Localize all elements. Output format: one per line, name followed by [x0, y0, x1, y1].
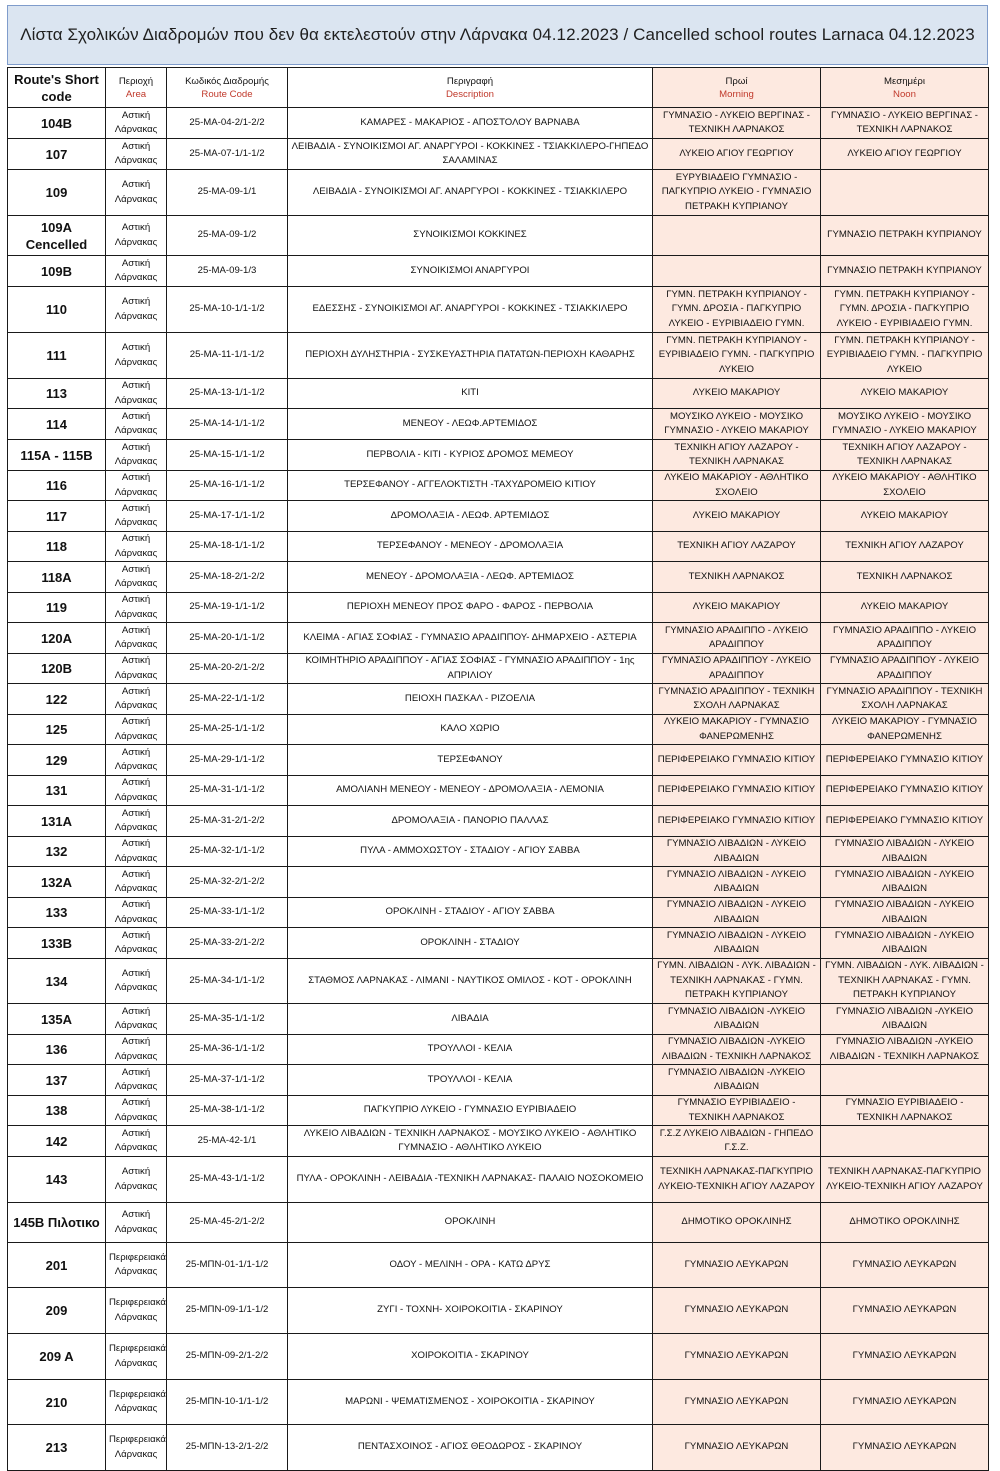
route-area: Αστική Λάρνακας [106, 379, 167, 409]
route-description: ΠΕΝΤΑΣΧΟΙΝΟΣ - ΑΓΙΟΣ ΘΕΟΔΩΡΟΣ - ΣΚΑΡΙΝΟΥ [288, 1425, 653, 1471]
noon-schools: ΤΕΧΝΙΚΗ ΑΓΙΟΥ ΛΑΖΑΡΟΥ [821, 532, 989, 562]
route-area: Αστική Λάρνακας [106, 654, 167, 684]
route-area: Αστική Λάρνακας [106, 1065, 167, 1096]
page-title: Λίστα Σχολικών Διαδρομών που δεν θα εκτελεστούν στην Λάρνακα 04.12.2023 / Cancelled school routes Larnaca 04.12.2023 [20, 25, 975, 44]
route-short-code: 113 [8, 379, 106, 409]
route-area: Αστική Λάρνακας [106, 1035, 167, 1065]
route-short-code: 120Α [8, 623, 106, 654]
route-code: 25-MA-36-1/1-1/2 [167, 1035, 288, 1065]
route-short-code: 116 [8, 471, 106, 501]
route-description: ΠΑΓΚΥΠΡΙΟ ΛΥΚΕΙΟ - ΓΥΜΝΑΣΙΟ ΕΥΡΙΒΙΑΔΕΙΟ [288, 1096, 653, 1126]
morning-schools: ΤΕΧΝΙΚΗ ΑΓΙΟΥ ΛΑΖΑΡΟΥ [653, 532, 821, 562]
route-code: 25-MA-16-1/1-1/2 [167, 471, 288, 501]
morning-schools: ΓΥΜΝΑΣΙΟ ΛΙΒΑΔΙΩΝ -ΛΥΚΕΙΟ ΛΙΒΑΔΙΩΝ - ΤΕΧΝΙΚΗ ΛΑΡΝΑΚΟΣ [653, 1035, 821, 1065]
noon-schools: ΓΥΜΝΑΣΙΟ ΕΥΡΙΒΙΑΔΕΙΟ - ΤΕΧΝΙΚΗ ΛΑΡΝΑΚΟΣ [821, 1096, 989, 1126]
noon-schools: ΛΥΚΕΙΟ ΜΑΚΑΡΙΟΥ [821, 593, 989, 623]
morning-schools: ΓΥΜΝΑΣΙΟ ΑΡΑΔΙΠΠΟ - ΛΥΚΕΙΟ ΑΡΑΔΙΠΠΟΥ [653, 623, 821, 654]
route-description [288, 867, 653, 898]
header-area-en: Area [125, 88, 147, 100]
route-description: ΟΡΟΚΛΙΝΗ - ΣΤΑΔΙΟΥ - ΑΓΙΟΥ ΣΑΒΒΑ [288, 898, 653, 928]
route-short-code: 131 [8, 776, 106, 806]
table-row [8, 1157, 989, 1203]
noon-schools: ΛΥΚΕΙΟ ΜΑΚΑΡΙΟΥ - ΓΥΜΝΑΣΙΟ ΦΑΝΕΡΩΜΕΝΗΣ [821, 715, 989, 745]
header-morning [653, 68, 821, 108]
morning-schools: ΤΕΧΝΙΚΗ ΛΑΡΝΑΚΟΣ [653, 562, 821, 593]
route-description: ΜΕΝΕΟΥ - ΛΕΩΦ.ΑΡΤΕΜΙΔΟΣ [288, 409, 653, 440]
route-description: ΜΕΝΕΟΥ - ΔΡΟΜΟΛΑΞΙΑ - ΛΕΩΦ. ΑΡΤΕΜΙΔΟΣ [288, 562, 653, 593]
route-area: Αστική Λάρνακας [106, 256, 167, 287]
route-code: 25-ΜΠΝ-13-2/1-2/2 [167, 1425, 288, 1471]
route-area: Αστική Λάρνακας [106, 501, 167, 532]
route-description: ΣΥΝΟΙΚΙΣΜΟΙ ΚΟΚΚΙΝΕΣ [288, 216, 653, 256]
header-desc-en: Description [446, 88, 494, 100]
morning-schools: ΜΟΥΣΙΚΟ ΛΥΚΕΙΟ - ΜΟΥΣΙΚΟ ΓΥΜΝΑΣΙΟ - ΛΥΚΕΙΟ ΜΑΚΑΡΙΟΥ [653, 409, 821, 440]
route-code: 25-MA-14-1/1-1/2 [167, 409, 288, 440]
table-row [8, 333, 989, 379]
route-code: 25-MA-17-1/1-1/2 [167, 501, 288, 532]
noon-schools: ΛΥΚΕΙΟ ΜΑΚΑΡΙΟΥ [821, 501, 989, 532]
route-code: 25-MA-09-1/1 [167, 170, 288, 216]
morning-schools: ΓΥΜΝ. ΛΙΒΑΔΙΩΝ - ΛΥΚ. ΛΙΒΑΔΙΩΝ - ΤΕΧΝΙΚΗ ΛΑΡΝΑΚΑΣ - ΓΥΜΝ. ΠΕΤΡΑΚΗ ΚΥΠΡΙΑΝΟΥ [653, 959, 821, 1004]
header-morning-en: Morning [719, 88, 754, 100]
morning-schools: ΓΥΜΝΑΣΙΟ ΛΙΒΑΔΙΩΝ - ΛΥΚΕΙΟ ΛΙΒΑΔΙΩΝ [653, 898, 821, 928]
morning-schools: ΓΥΜΝΑΣΙΟ - ΛΥΚΕΙΟ ΒΕΡΓΙΝΑΣ - ΤΕΧΝΙΚΗ ΛΑΡΝΑΚΟΣ [653, 108, 821, 139]
noon-schools: ΤΕΧΝΙΚΗ ΛΑΡΝΑΚΑΣ-ΠΑΓΚΥΠΡΙΟ ΛΥΚΕΙΟ-ΤΕΧΝΙΚΗ ΑΓΙΟΥ ΛΑΖΑΡΟΥ [821, 1157, 989, 1203]
route-short-code: 109 [8, 170, 106, 216]
noon-schools: ΓΥΜΝΑΣΙΟ ΠΕΤΡΑΚΗ ΚΥΠΡΙΑΝΟΥ [821, 216, 989, 256]
route-code: 25-MA-31-2/1-2/2 [167, 806, 288, 837]
route-short-code: 201 [8, 1243, 106, 1288]
route-area: Αστική Λάρνακας [106, 776, 167, 806]
route-short-code: 114 [8, 409, 106, 440]
route-area: Περιφερειακά Λάρνακας [106, 1425, 167, 1471]
route-short-code: 137 [8, 1065, 106, 1096]
route-code: 25-MA-22-1/1-1/2 [167, 684, 288, 715]
morning-schools: ΤΕΧΝΙΚΗ ΛΑΡΝΑΚΑΣ-ΠΑΓΚΥΠΡΙΟ ΛΥΚΕΙΟ-ΤΕΧΝΙΚΗ ΑΓΙΟΥ ΛΑΖΑΡΟΥ [653, 1157, 821, 1203]
route-short-code: 145Β Πιλοτικο [8, 1203, 106, 1243]
noon-schools [821, 1126, 989, 1157]
route-short-code: 110 [8, 287, 106, 333]
noon-schools: ΛΥΚΕΙΟ ΜΑΚΑΡΙΟΥ [821, 379, 989, 409]
table-row [8, 562, 989, 593]
table-row [8, 1203, 989, 1243]
noon-schools: ΠΕΡΙΦΕΡΕΙΑΚΟ ΓΥΜΝΑΣΙΟ ΚΙΤΙΟΥ [821, 745, 989, 776]
noon-schools: ΓΥΜΝΑΣΙΟ ΠΕΤΡΑΚΗ ΚΥΠΡΙΑΝΟΥ [821, 256, 989, 287]
morning-schools: ΠΕΡΙΦΕΡΕΙΑΚΟ ΓΥΜΝΑΣΙΟ ΚΙΤΙΟΥ [653, 745, 821, 776]
table-row [8, 1243, 989, 1288]
morning-schools: ΓΥΜΝΑΣΙΟ ΑΡΑΔΙΠΠΟΥ - ΤΕΧΝΙΚΗ ΣΧΟΛΗ ΛΑΡΝΑΚΑΣ [653, 684, 821, 715]
morning-schools: ΤΕΧΝΙΚΗ ΑΓΙΟΥ ΛΑΖΑΡΟΥ - ΤΕΧΝΙΚΗ ΛΑΡΝΑΚΑΣ [653, 440, 821, 471]
route-code: 25-MA-19-1/1-1/2 [167, 593, 288, 623]
route-description: ΔΡΟΜΟΛΑΞΙΑ - ΛΕΩΦ. ΑΡΤΕΜΙΔΟΣ [288, 501, 653, 532]
morning-schools: ΓΥΜΝΑΣΙΟ ΛΕΥΚΑΡΩΝ [653, 1243, 821, 1288]
route-code: 25-MA-07-1/1-1/2 [167, 139, 288, 170]
routes-table [7, 67, 989, 1471]
table-row [8, 1126, 989, 1157]
route-short-code: 209 Α [8, 1334, 106, 1380]
route-short-code: 133Β [8, 928, 106, 959]
table-row [8, 379, 989, 409]
route-area: Αστική Λάρνακας [106, 959, 167, 1004]
route-description: ΚΑΜΑΡΕΣ - ΜΑΚΑΡΙΟΣ - ΑΠΟΣΤΟΛΟΥ ΒΑΡΝΑΒΑ [288, 108, 653, 139]
route-code: 25-MA-43-1/1-1/2 [167, 1157, 288, 1203]
morning-schools: ΓΥΜΝΑΣΙΟ ΛΙΒΑΔΙΩΝ - ΛΥΚΕΙΟ ΛΙΒΑΔΙΩΝ [653, 837, 821, 867]
header-area [106, 68, 167, 108]
table-row [8, 715, 989, 745]
route-description: ΠΕΡΙΟΧΗ ΔΥΛΗΣΤΗΡΙΑ - ΣΥΣΚΕΥΑΣΤΗΡΙΑ ΠΑΤΑΤΩΝ-ΠΕΡΙΟΧΗ ΚΑΘΑΡΗΣ [288, 333, 653, 379]
route-area: Αστική Λάρνακας [106, 532, 167, 562]
table-row [8, 837, 989, 867]
route-area: Αστική Λάρνακας [106, 1004, 167, 1035]
noon-schools: ΛΥΚΕΙΟ ΑΓΙΟΥ ΓΕΩΡΓΙΟΥ [821, 139, 989, 170]
route-short-code: 111 [8, 333, 106, 379]
noon-schools: ΓΥΜΝΑΣΙΟ ΛΕΥΚΑΡΩΝ [821, 1334, 989, 1380]
route-short-code: 107 [8, 139, 106, 170]
header-route-code [167, 68, 288, 108]
morning-schools: ΛΥΚΕΙΟ ΜΑΚΑΡΙΟΥ - ΓΥΜΝΑΣΙΟ ΦΑΝΕΡΩΜΕΝΗΣ [653, 715, 821, 745]
noon-schools: ΓΥΜΝ. ΛΙΒΑΔΙΩΝ - ΛΥΚ. ΛΙΒΑΔΙΩΝ - ΤΕΧΝΙΚΗ ΛΑΡΝΑΚΑΣ - ΓΥΜΝ. ΠΕΤΡΑΚΗ ΚΥΠΡΙΑΝΟΥ [821, 959, 989, 1004]
route-description: ΣΥΝΟΙΚΙΣΜΟΙ ΑΝΑΡΓΥΡΟΙ [288, 256, 653, 287]
route-description: ΤΡΟΥΛΛΟΙ - ΚΕΛΙΑ [288, 1035, 653, 1065]
route-area: Περιφερειακά Λάρνακας [106, 1288, 167, 1334]
route-area: Αστική Λάρνακας [106, 684, 167, 715]
route-description: ΛΕΙΒΑΔΙΑ - ΣΥΝΟΙΚΙΣΜΟΙ ΑΓ. ΑΝΑΡΓΥΡΟΙ - ΚΟΚΚΙΝΕΣ - ΤΣΙΑΚΚΙΛΕΡΟ [288, 170, 653, 216]
header-noon-gr: Μεσημέρι [884, 75, 925, 87]
route-area: Αστική Λάρνακας [106, 898, 167, 928]
route-short-code: 132 [8, 837, 106, 867]
route-code: 25-MA-37-1/1-1/2 [167, 1065, 288, 1096]
table-row [8, 409, 989, 440]
route-description: ΠΥΛΑ - ΑΜΜΟΧΩΣΤΟΥ - ΣΤΑΔΙΟΥ - ΑΓΙΟΥ ΣΑΒΒΑ [288, 837, 653, 867]
route-area: Περιφερειακά Λάρνακας [106, 1380, 167, 1425]
table-row [8, 1065, 989, 1096]
route-area: Περιφερειακά Λάρνακας [106, 1243, 167, 1288]
route-description: ΟΡΟΚΛΙΝΗ [288, 1203, 653, 1243]
route-code: 25-ΜΠΝ-09-2/1-2/2 [167, 1334, 288, 1380]
noon-schools: ΤΕΧΝΙΚΗ ΛΑΡΝΑΚΟΣ [821, 562, 989, 593]
noon-schools: ΤΕΧΝΙΚΗ ΑΓΙΟΥ ΛΑΖΑΡΟΥ - ΤΕΧΝΙΚΗ ΛΑΡΝΑΚΑΣ [821, 440, 989, 471]
route-description: ΤΕΡΣΕΦΑΝΟΥ - ΜΕΝΕΟΥ - ΔΡΟΜΟΛΑΞΙΑ [288, 532, 653, 562]
table-row [8, 532, 989, 562]
route-code: 25-MA-15-1/1-1/2 [167, 440, 288, 471]
route-short-code: 213 [8, 1425, 106, 1471]
route-description: ΛΙΒΑΔΙΑ [288, 1004, 653, 1035]
noon-schools: ΓΥΜΝΑΣΙΟ ΛΙΒΑΔΙΩΝ - ΛΥΚΕΙΟ ΛΙΒΑΔΙΩΝ [821, 837, 989, 867]
table-row [8, 593, 989, 623]
morning-schools: ΓΥΜΝΑΣΙΟ ΛΙΒΑΔΙΩΝ -ΛΥΚΕΙΟ ΛΙΒΑΔΙΩΝ [653, 1004, 821, 1035]
noon-schools: ΓΥΜΝΑΣΙΟ ΛΙΒΑΔΙΩΝ -ΛΥΚΕΙΟ ΛΙΒΑΔΙΩΝ - ΤΕΧΝΙΚΗ ΛΑΡΝΑΚΟΣ [821, 1035, 989, 1065]
noon-schools: ΓΥΜΝΑΣΙΟ ΛΙΒΑΔΙΩΝ - ΛΥΚΕΙΟ ΛΙΒΑΔΙΩΝ [821, 898, 989, 928]
header-morning-gr: Πρωί [725, 75, 748, 87]
table-row [8, 623, 989, 654]
route-description: ΟΡΟΚΛΙΝΗ - ΣΤΑΔΙΟΥ [288, 928, 653, 959]
header-short-code: Route's Short code [8, 68, 106, 108]
table-row [8, 898, 989, 928]
route-description: ΚΟΙΜΗΤΗΡΙΟ ΑΡΑΔΙΠΠΟΥ - ΑΓΙΑΣ ΣΟΦΙΑΣ - ΓΥΜΝΑΣΙΟ ΑΡΑΔΙΠΠΟΥ - 1ης ΑΠΡΙΛΙΟΥ [288, 654, 653, 684]
morning-schools: Γ.Σ.Ζ ΛΥΚΕΙΟ ΛΙΒΑΔΙΩΝ - ΓΗΠΕΔΟ Γ.Σ.Ζ. [653, 1126, 821, 1157]
route-description: ΚΛΕΙΜΑ - ΑΓΙΑΣ ΣΟΦΙΑΣ - ΓΥΜΝΑΣΙΟ ΑΡΑΔΙΠΠΟΥ- ΔΗΜΑΡΧΕΙΟ - ΑΣΤΕΡΙΑ [288, 623, 653, 654]
morning-schools: ΓΥΜΝΑΣΙΟ ΑΡΑΔΙΠΠΟΥ - ΛΥΚΕΙΟ ΑΡΑΔΙΠΠΟΥ [653, 654, 821, 684]
route-area: Αστική Λάρνακας [106, 471, 167, 501]
table-row [8, 959, 989, 1004]
route-area: Αστική Λάρνακας [106, 216, 167, 256]
morning-schools: ΠΕΡΙΦΕΡΕΙΑΚΟ ΓΥΜΝΑΣΙΟ ΚΙΤΙΟΥ [653, 776, 821, 806]
noon-schools: ΓΥΜΝΑΣΙΟ ΛΙΒΑΔΙΩΝ - ΛΥΚΕΙΟ ΛΙΒΑΔΙΩΝ [821, 867, 989, 898]
route-short-code: 135Α [8, 1004, 106, 1035]
route-short-code: 134 [8, 959, 106, 1004]
route-description: ΣΤΑΘΜΟΣ ΛΑΡΝΑΚΑΣ - ΛΙΜΑΝΙ - ΝΑΥΤΙΚΟΣ ΟΜΙΛΟΣ - ΚΟΤ - ΟΡΟΚΛΙΝΗ [288, 959, 653, 1004]
table-row [8, 1334, 989, 1380]
table-row [8, 928, 989, 959]
route-area: Αστική Λάρνακας [106, 593, 167, 623]
route-code: 25-MA-09-1/3 [167, 256, 288, 287]
route-code: 25-MA-18-1/1-1/2 [167, 532, 288, 562]
table-row [8, 1004, 989, 1035]
morning-schools [653, 216, 821, 256]
header-noon-en: Noon [893, 88, 916, 100]
morning-schools: ΓΥΜΝΑΣΙΟ ΛΙΒΑΔΙΩΝ - ΛΥΚΕΙΟ ΛΙΒΑΔΙΩΝ [653, 928, 821, 959]
route-code: 25-MA-10-1/1-1/2 [167, 287, 288, 333]
morning-schools: ΠΕΡΙΦΕΡΕΙΑΚΟ ΓΥΜΝΑΣΙΟ ΚΙΤΙΟΥ [653, 806, 821, 837]
noon-schools [821, 170, 989, 216]
table-row [8, 776, 989, 806]
noon-schools: ΓΥΜΝ. ΠΕΤΡΑΚΗ ΚΥΠΡΙΑΝΟΥ - ΓΥΜΝ. ΔΡΟΣΙΑ - ΠΑΓΚΥΠΡΙΟ ΛΥΚΕΙΟ - ΕΥΡΙΒΙΑΔΕΙΟ ΓΥΜΝ. [821, 287, 989, 333]
route-description: ΠΕΡΙΟΧΗ ΜΕΝΕΟΥ ΠΡΟΣ ΦΑΡΟ - ΦΑΡΟΣ - ΠΕΡΒΟΛΙΑ [288, 593, 653, 623]
morning-schools: ΓΥΜΝΑΣΙΟ ΛΕΥΚΑΡΩΝ [653, 1334, 821, 1380]
route-code: 25-MA-13-1/1-1/2 [167, 379, 288, 409]
morning-schools: ΓΥΜΝΑΣΙΟ ΛΙΒΑΔΙΩΝ - ΛΥΚΕΙΟ ΛΙΒΑΔΙΩΝ [653, 867, 821, 898]
route-short-code: 115Α - 115Β [8, 440, 106, 471]
route-code: 25-ΜΠΝ-09-1/1-1/2 [167, 1288, 288, 1334]
route-area: Αστική Λάρνακας [106, 867, 167, 898]
route-description: ΛΕΙΒΑΔΙΑ - ΣΥΝΟΙΚΙΣΜΟΙ ΑΓ. ΑΝΑΡΓΥΡΟΙ - ΚΟΚΚΙΝΕΣ - ΤΣΙΑΚΚΙΛΕΡΟ-ΓΗΠΕΔΟ ΣΑΛΑΜΙΝΑΣ [288, 139, 653, 170]
route-code: 25-MA-04-2/1-2/2 [167, 108, 288, 139]
route-description: ΕΔΕΣΣΗΣ - ΣΥΝΟΙΚΙΣΜΟΙ ΑΓ. ΑΝΑΡΓΥΡΟΙ - ΚΟΚΚΙΝΕΣ - ΤΣΙΑΚΚΙΛΕΡΟ [288, 287, 653, 333]
route-area: Αστική Λάρνακας [106, 745, 167, 776]
table-row [8, 139, 989, 170]
route-area: Αστική Λάρνακας [106, 287, 167, 333]
route-short-code: 136 [8, 1035, 106, 1065]
noon-schools: ΓΥΜΝΑΣΙΟ ΛΙΒΑΔΙΩΝ -ΛΥΚΕΙΟ ΛΙΒΑΔΙΩΝ [821, 1004, 989, 1035]
noon-schools: ΓΥΜΝΑΣΙΟ ΛΕΥΚΑΡΩΝ [821, 1288, 989, 1334]
route-code: 25-MA-11-1/1-1/2 [167, 333, 288, 379]
morning-schools: ΛΥΚΕΙΟ ΜΑΚΑΡΙΟΥ [653, 379, 821, 409]
table-row [8, 1035, 989, 1065]
route-short-code: 117 [8, 501, 106, 532]
route-description: ΑΜΟΛΙΑΝΗ ΜΕΝΕΟΥ - ΜΕΝΕΟΥ - ΔΡΟΜΟΛΑΞΙΑ - ΛΕΜΟΝΙΑ [288, 776, 653, 806]
route-area: Αστική Λάρνακας [106, 715, 167, 745]
table-row [8, 1096, 989, 1126]
route-description: ΖΥΓΙ - ΤΟΧΝΗ- ΧΟΙΡΟΚΟΙΤΙΑ - ΣΚΑΡΙΝΟΥ [288, 1288, 653, 1334]
route-short-code: 120Β [8, 654, 106, 684]
route-short-code: 122 [8, 684, 106, 715]
table-row [8, 216, 989, 256]
route-short-code: 133 [8, 898, 106, 928]
noon-schools: ΓΥΜΝ. ΠΕΤΡΑΚΗ ΚΥΠΡΙΑΝΟΥ - ΕΥΡΙΒΙΑΔΕΙΟ ΓΥΜΝ. - ΠΑΓΚΥΠΡΙΟ ΛΥΚΕΙΟ [821, 333, 989, 379]
noon-schools: ΓΥΜΝΑΣΙΟ ΛΕΥΚΑΡΩΝ [821, 1380, 989, 1425]
header-description [288, 68, 653, 108]
route-short-code: 109Α Cencelled [8, 216, 106, 256]
route-area: Αστική Λάρνακας [106, 1157, 167, 1203]
route-description: ΤΡΟΥΛΛΟΙ - ΚΕΛΙΑ [288, 1065, 653, 1096]
route-area: Περιφερειακά Λάρνακας [106, 1334, 167, 1380]
morning-schools: ΓΥΜΝΑΣΙΟ ΛΕΥΚΑΡΩΝ [653, 1380, 821, 1425]
route-short-code: 209 [8, 1288, 106, 1334]
route-area: Αστική Λάρνακας [106, 623, 167, 654]
noon-schools: ΛΥΚΕΙΟ ΜΑΚΑΡΙΟΥ - ΑΘΛΗΤΙΚΟ ΣΧΟΛΕΙΟ [821, 471, 989, 501]
route-description: ΔΡΟΜΟΛΑΞΙΑ - ΠΑΝΟΡΙΟ ΠΑΛΛΑΣ [288, 806, 653, 837]
route-short-code: 138 [8, 1096, 106, 1126]
table-row [8, 108, 989, 139]
table-row [8, 287, 989, 333]
table-row [8, 654, 989, 684]
route-area: Αστική Λάρνακας [106, 108, 167, 139]
table-row [8, 501, 989, 532]
noon-schools: ΓΥΜΝΑΣΙΟ ΑΡΑΔΙΠΠΟ - ΛΥΚΕΙΟ ΑΡΑΔΙΠΠΟΥ [821, 623, 989, 654]
route-area: Αστική Λάρνακας [106, 562, 167, 593]
route-area: Αστική Λάρνακας [106, 837, 167, 867]
route-area: Αστική Λάρνακας [106, 1096, 167, 1126]
table-row [8, 440, 989, 471]
route-short-code: 119 [8, 593, 106, 623]
route-area: Αστική Λάρνακας [106, 170, 167, 216]
route-area: Αστική Λάρνακας [106, 806, 167, 837]
route-area: Αστική Λάρνακας [106, 440, 167, 471]
route-description: ΧΟΙΡΟΚΟΙΤΙΑ - ΣΚΑΡΙΝΟΥ [288, 1334, 653, 1380]
noon-schools: ΠΕΡΙΦΕΡΕΙΑΚΟ ΓΥΜΝΑΣΙΟ ΚΙΤΙΟΥ [821, 806, 989, 837]
noon-schools: ΠΕΡΙΦΕΡΕΙΑΚΟ ΓΥΜΝΑΣΙΟ ΚΙΤΙΟΥ [821, 776, 989, 806]
table-row [8, 806, 989, 837]
route-short-code: 132Α [8, 867, 106, 898]
morning-schools: ΓΥΜΝ. ΠΕΤΡΑΚΗ ΚΥΠΡΙΑΝΟΥ - ΕΥΡΙΒΙΑΔΕΙΟ ΓΥΜΝ. - ΠΑΓΚΥΠΡΙΟ ΛΥΚΕΙΟ [653, 333, 821, 379]
route-code: 25-MA-35-1/1-1/2 [167, 1004, 288, 1035]
table-row [8, 867, 989, 898]
route-code: 25-MA-32-2/1-2/2 [167, 867, 288, 898]
routes-table-body [8, 108, 989, 1471]
table-row [8, 1288, 989, 1334]
morning-schools: ΓΥΜΝΑΣΙΟ ΛΕΥΚΑΡΩΝ [653, 1288, 821, 1334]
noon-schools: ΓΥΜΝΑΣΙΟ ΛΕΥΚΑΡΩΝ [821, 1425, 989, 1471]
route-code: 25-MA-33-2/1-2/2 [167, 928, 288, 959]
noon-schools [821, 1065, 989, 1096]
route-short-code: 142 [8, 1126, 106, 1157]
route-short-code: 104Β [8, 108, 106, 139]
morning-schools: ΕΥΡΥΒΙΑΔΕΙΟ ΓΥΜΝΑΣΙΟ - ΠΑΓΚΥΠΡΙΟ ΛΥΚΕΙΟ - ΓΥΜΝΑΣΙΟ ΠΕΤΡΑΚΗ ΚΥΠΡΙΑΝΟΥ [653, 170, 821, 216]
table-row [8, 471, 989, 501]
route-short-code: 118Α [8, 562, 106, 593]
noon-schools: ΓΥΜΝΑΣΙΟ ΑΡΑΔΙΠΠΟΥ - ΤΕΧΝΙΚΗ ΣΧΟΛΗ ΛΑΡΝΑΚΑΣ [821, 684, 989, 715]
route-description: ΛΥΚΕΙΟ ΛΙΒΑΔΙΩΝ - ΤΕΧΝΙΚΗ ΛΑΡΝΑΚΟΣ - ΜΟΥΣΙΚΟ ΛΥΚΕΙΟ - ΑΘΛΗΤΙΚΟ ΓΥΜΝΑΣΙΟ - ΑΘΛΗΤΙΚΟ ΛΥΚΕΙΟ [288, 1126, 653, 1157]
route-short-code: 109Β [8, 256, 106, 287]
route-description: ΜΑΡΩΝΙ - ΨΕΜΑΤΙΣΜΕΝΟΣ - ΧΟΙΡΟΚΟΙΤΙΑ - ΣΚΑΡΙΝΟΥ [288, 1380, 653, 1425]
morning-schools: ΓΥΜΝΑΣΙΟ ΛΙΒΑΔΙΩΝ -ΛΥΚΕΙΟ ΛΙΒΑΔΙΩΝ [653, 1065, 821, 1096]
route-area: Αστική Λάρνακας [106, 1203, 167, 1243]
route-description: ΤΕΡΣΕΦΑΝΟΥ [288, 745, 653, 776]
route-description: ΚΙΤΙ [288, 379, 653, 409]
route-code: 25-MA-18-2/1-2/2 [167, 562, 288, 593]
morning-schools: ΓΥΜΝΑΣΙΟ ΕΥΡΙΒΙΑΔΕΙΟ - ΤΕΧΝΙΚΗ ΛΑΡΝΑΚΟΣ [653, 1096, 821, 1126]
route-description: ΠΕΡΒΟΛΙΑ - ΚΙΤΙ - ΚΥΡΙΟΣ ΔΡΟΜΟΣ ΜΕΜΕΟΥ [288, 440, 653, 471]
route-code: 25-MA-31-1/1-1/2 [167, 776, 288, 806]
route-area: Αστική Λάρνακας [106, 1126, 167, 1157]
header-row [8, 68, 989, 108]
noon-schools: ΓΥΜΝΑΣΙΟ ΛΙΒΑΔΙΩΝ - ΛΥΚΕΙΟ ΛΙΒΑΔΙΩΝ [821, 928, 989, 959]
noon-schools: ΔΗΜΟΤΙΚΟ ΟΡΟΚΛΙΝΗΣ [821, 1203, 989, 1243]
table-row [8, 1425, 989, 1471]
route-short-code: 125 [8, 715, 106, 745]
route-code: 25-MA-33-1/1-1/2 [167, 898, 288, 928]
morning-schools: ΓΥΜΝ. ΠΕΤΡΑΚΗ ΚΥΠΡΙΑΝΟΥ - ΓΥΜΝ. ΔΡΟΣΙΑ - ΠΑΓΚΥΠΡΙΟ ΛΥΚΕΙΟ - ΕΥΡΙΒΙΑΔΕΙΟ ΓΥΜΝ. [653, 287, 821, 333]
morning-schools: ΛΥΚΕΙΟ ΑΓΙΟΥ ΓΕΩΡΓΙΟΥ [653, 139, 821, 170]
route-short-code: 131Α [8, 806, 106, 837]
route-short-code: 129 [8, 745, 106, 776]
table-row [8, 256, 989, 287]
noon-schools: ΓΥΜΝΑΣΙΟ ΛΕΥΚΑΡΩΝ [821, 1243, 989, 1288]
route-description: ΠΕΙΟΧΗ ΠΑΣΚΑΛ - ΡΙΖΟΕΛΙΑ [288, 684, 653, 715]
table-row [8, 745, 989, 776]
route-short-code: 210 [8, 1380, 106, 1425]
route-code: 25-MA-20-1/1-1/2 [167, 623, 288, 654]
morning-schools [653, 256, 821, 287]
table-row [8, 684, 989, 715]
morning-schools: ΓΥΜΝΑΣΙΟ ΛΕΥΚΑΡΩΝ [653, 1425, 821, 1471]
route-short-code: 118 [8, 532, 106, 562]
morning-schools: ΔΗΜΟΤΙΚΟ ΟΡΟΚΛΙΝΗΣ [653, 1203, 821, 1243]
route-code: 25-MA-42-1/1 [167, 1126, 288, 1157]
route-description: ΚΑΛΟ ΧΩΡΙΟ [288, 715, 653, 745]
route-code: 25-MA-09-1/2 [167, 216, 288, 256]
noon-schools: ΜΟΥΣΙΚΟ ΛΥΚΕΙΟ - ΜΟΥΣΙΚΟ ΓΥΜΝΑΣΙΟ - ΛΥΚΕΙΟ ΜΑΚΑΡΙΟΥ [821, 409, 989, 440]
noon-schools: ΓΥΜΝΑΣΙΟ - ΛΥΚΕΙΟ ΒΕΡΓΙΝΑΣ - ΤΕΧΝΙΚΗ ΛΑΡΝΑΚΟΣ [821, 108, 989, 139]
morning-schools: ΛΥΚΕΙΟ ΜΑΚΑΡΙΟΥ [653, 593, 821, 623]
route-code: 25-MA-25-1/1-1/2 [167, 715, 288, 745]
route-code: 25-MA-29-1/1-1/2 [167, 745, 288, 776]
header-area-gr: Περιοχή [118, 75, 154, 87]
route-area: Αστική Λάρνακας [106, 333, 167, 379]
route-short-code: 143 [8, 1157, 106, 1203]
route-description: ΤΕΡΣΕΦΑΝΟΥ - ΑΓΓΕΛΟΚΤΙΣΤΗ -ΤΑΧΥΔΡΟΜΕΙΟ ΚΙΤΙΟΥ [288, 471, 653, 501]
header-noon [821, 68, 989, 108]
route-area: Αστική Λάρνακας [106, 409, 167, 440]
header-route-en: Route Code [201, 88, 253, 100]
route-description: ΠΥΛΑ - ΟΡΟΚΛΙΝΗ - ΛΕΙΒΑΔΙΑ -ΤΕΧΝΙΚΗ ΛΑΡΝΑΚΑΣ- ΠΑΛΑΙΟ ΝΟΣΟΚΟΜΕΙΟ [288, 1157, 653, 1203]
route-code: 25-ΜΠΝ-10-1/1-1/2 [167, 1380, 288, 1425]
route-code: 25-MA-45-2/1-2/2 [167, 1203, 288, 1243]
route-area: Αστική Λάρνακας [106, 928, 167, 959]
route-code: 25-MA-34-1/1-1/2 [167, 959, 288, 1004]
header-desc-gr: Περιγραφή [446, 75, 494, 87]
morning-schools: ΛΥΚΕΙΟ ΜΑΚΑΡΙΟΥ - ΑΘΛΗΤΙΚΟ ΣΧΟΛΕΙΟ [653, 471, 821, 501]
route-code: 25-ΜΠΝ-01-1/1-1/2 [167, 1243, 288, 1288]
header-route-gr: Κωδικός Διαδρομής [185, 75, 269, 87]
route-code: 25-MA-20-2/1-2/2 [167, 654, 288, 684]
noon-schools: ΓΥΜΝΑΣΙΟ ΑΡΑΔΙΠΠΟΥ - ΛΥΚΕΙΟ ΑΡΑΔΙΠΠΟΥ [821, 654, 989, 684]
title-banner [7, 5, 988, 65]
route-code: 25-MA-38-1/1-1/2 [167, 1096, 288, 1126]
table-row [8, 1380, 989, 1425]
table-row [8, 170, 989, 216]
route-area: Αστική Λάρνακας [106, 139, 167, 170]
route-code: 25-MA-32-1/1-1/2 [167, 837, 288, 867]
morning-schools: ΛΥΚΕΙΟ ΜΑΚΑΡΙΟΥ [653, 501, 821, 532]
route-description: ΟΔΟΥ - ΜΕΛΙΝΗ - ΟΡΑ - ΚΑΤΩ ΔΡΥΣ [288, 1243, 653, 1288]
